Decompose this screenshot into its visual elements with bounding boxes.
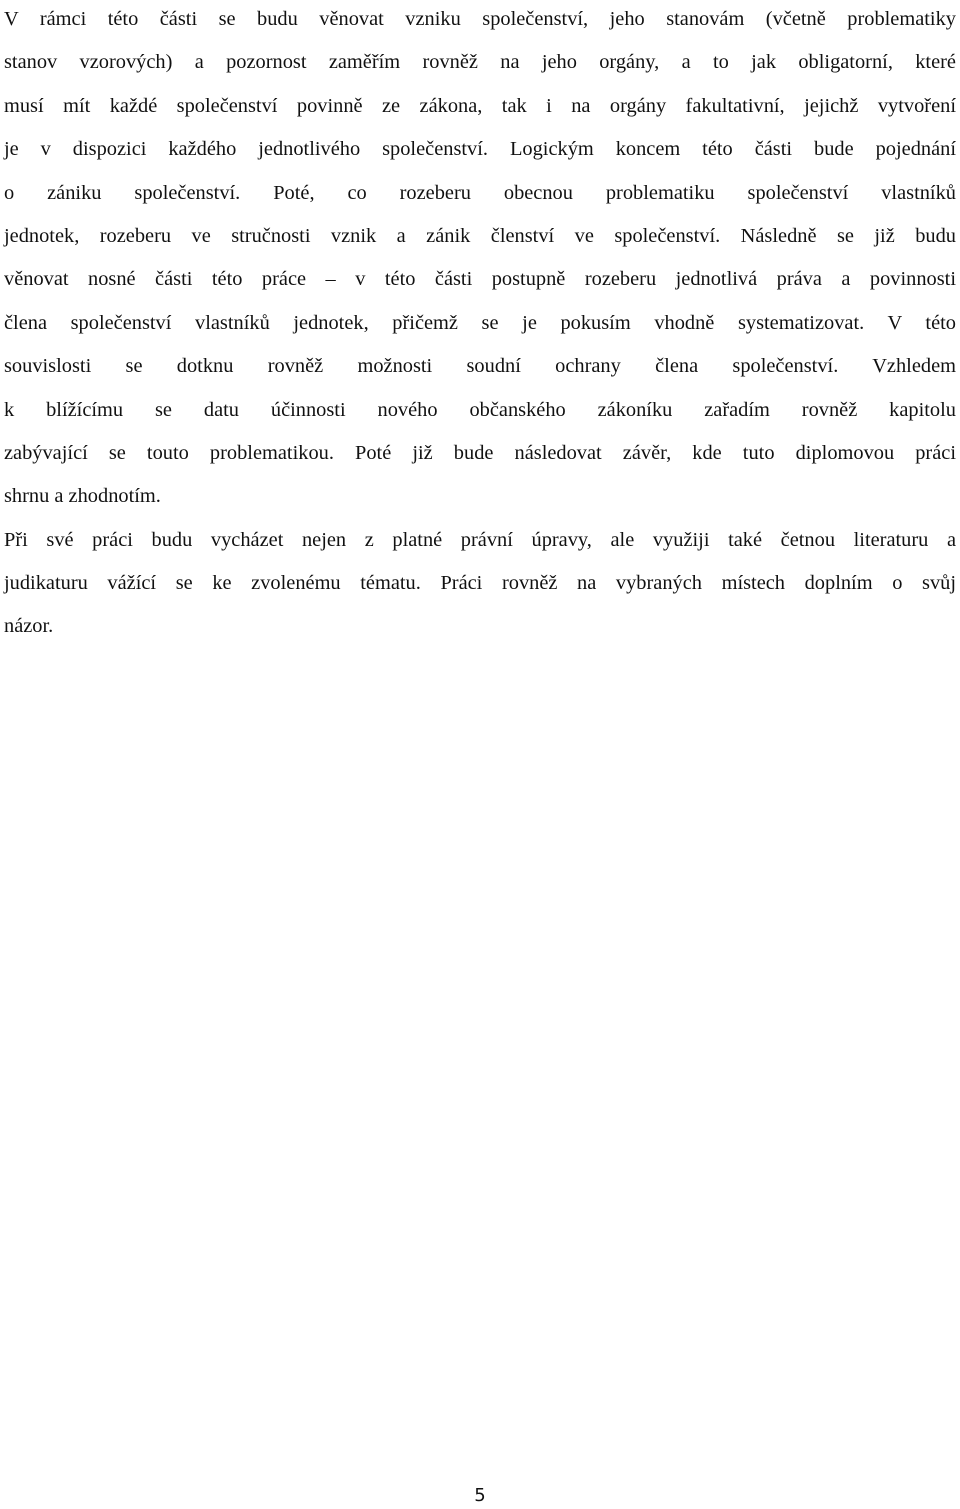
text-line: jednotek, rozeberu ve stručnosti vznik a zánik členství ve společenství. Následně se již budu — [4, 224, 956, 247]
text-line: věnovat nosné části této práce – v této části postupně rozeberu jednotlivá práva a povinnosti — [4, 268, 956, 291]
text-line: V rámci této části se budu věnovat vzniku společenství, jeho stanovám (včetně problematiky — [4, 8, 956, 30]
page-number: 5 — [474, 1485, 486, 1506]
text-line: o zániku společenství. Poté, co rozeberu obecnou problematiku společenství vlastníků — [4, 181, 956, 204]
text-line: Při své práci budu vycházet nejen z platné právní úpravy, ale využiji také četnou literaturu a — [4, 528, 956, 551]
text-line: stanov vzorových) a pozornost zaměřím rovněž na jeho orgány, a to jak obligatorní, které — [4, 51, 956, 74]
text-line: názor. — [4, 615, 54, 638]
text-line: k blížícímu se datu účinnosti nového občanského zákoníku zařadím rovněž kapitolu — [4, 398, 956, 421]
paragraph-2 — [4, 519, 956, 649]
text-line: zabývající se touto problematikou. Poté již bude následovat závěr, kde tuto diplomovou práci — [4, 441, 956, 464]
text-line: souvislosti se dotknu rovněž možnosti soudní ochrany člena společenství. Vzhledem — [4, 355, 956, 378]
document-page — [4, 0, 956, 649]
text-line: člena společenství vlastníků jednotek, přičemž se je pokusím vhodně systematizovat. V této — [4, 311, 956, 334]
text-line: je v dispozici každého jednotlivého společenství. Logickým koncem této části bude pojednání — [4, 138, 956, 161]
text-line: musí mít každé společenství povinně ze zákona, tak i na orgány fakultativní, jejichž vytvoření — [4, 94, 956, 117]
text-line: shrnu a zhodnotím. — [4, 485, 161, 508]
text-line: judikaturu vážící se ke zvolenému tématu. Práci rovněž na vybraných místech doplním o svůj — [4, 572, 956, 595]
paragraph-1 — [4, 0, 956, 519]
